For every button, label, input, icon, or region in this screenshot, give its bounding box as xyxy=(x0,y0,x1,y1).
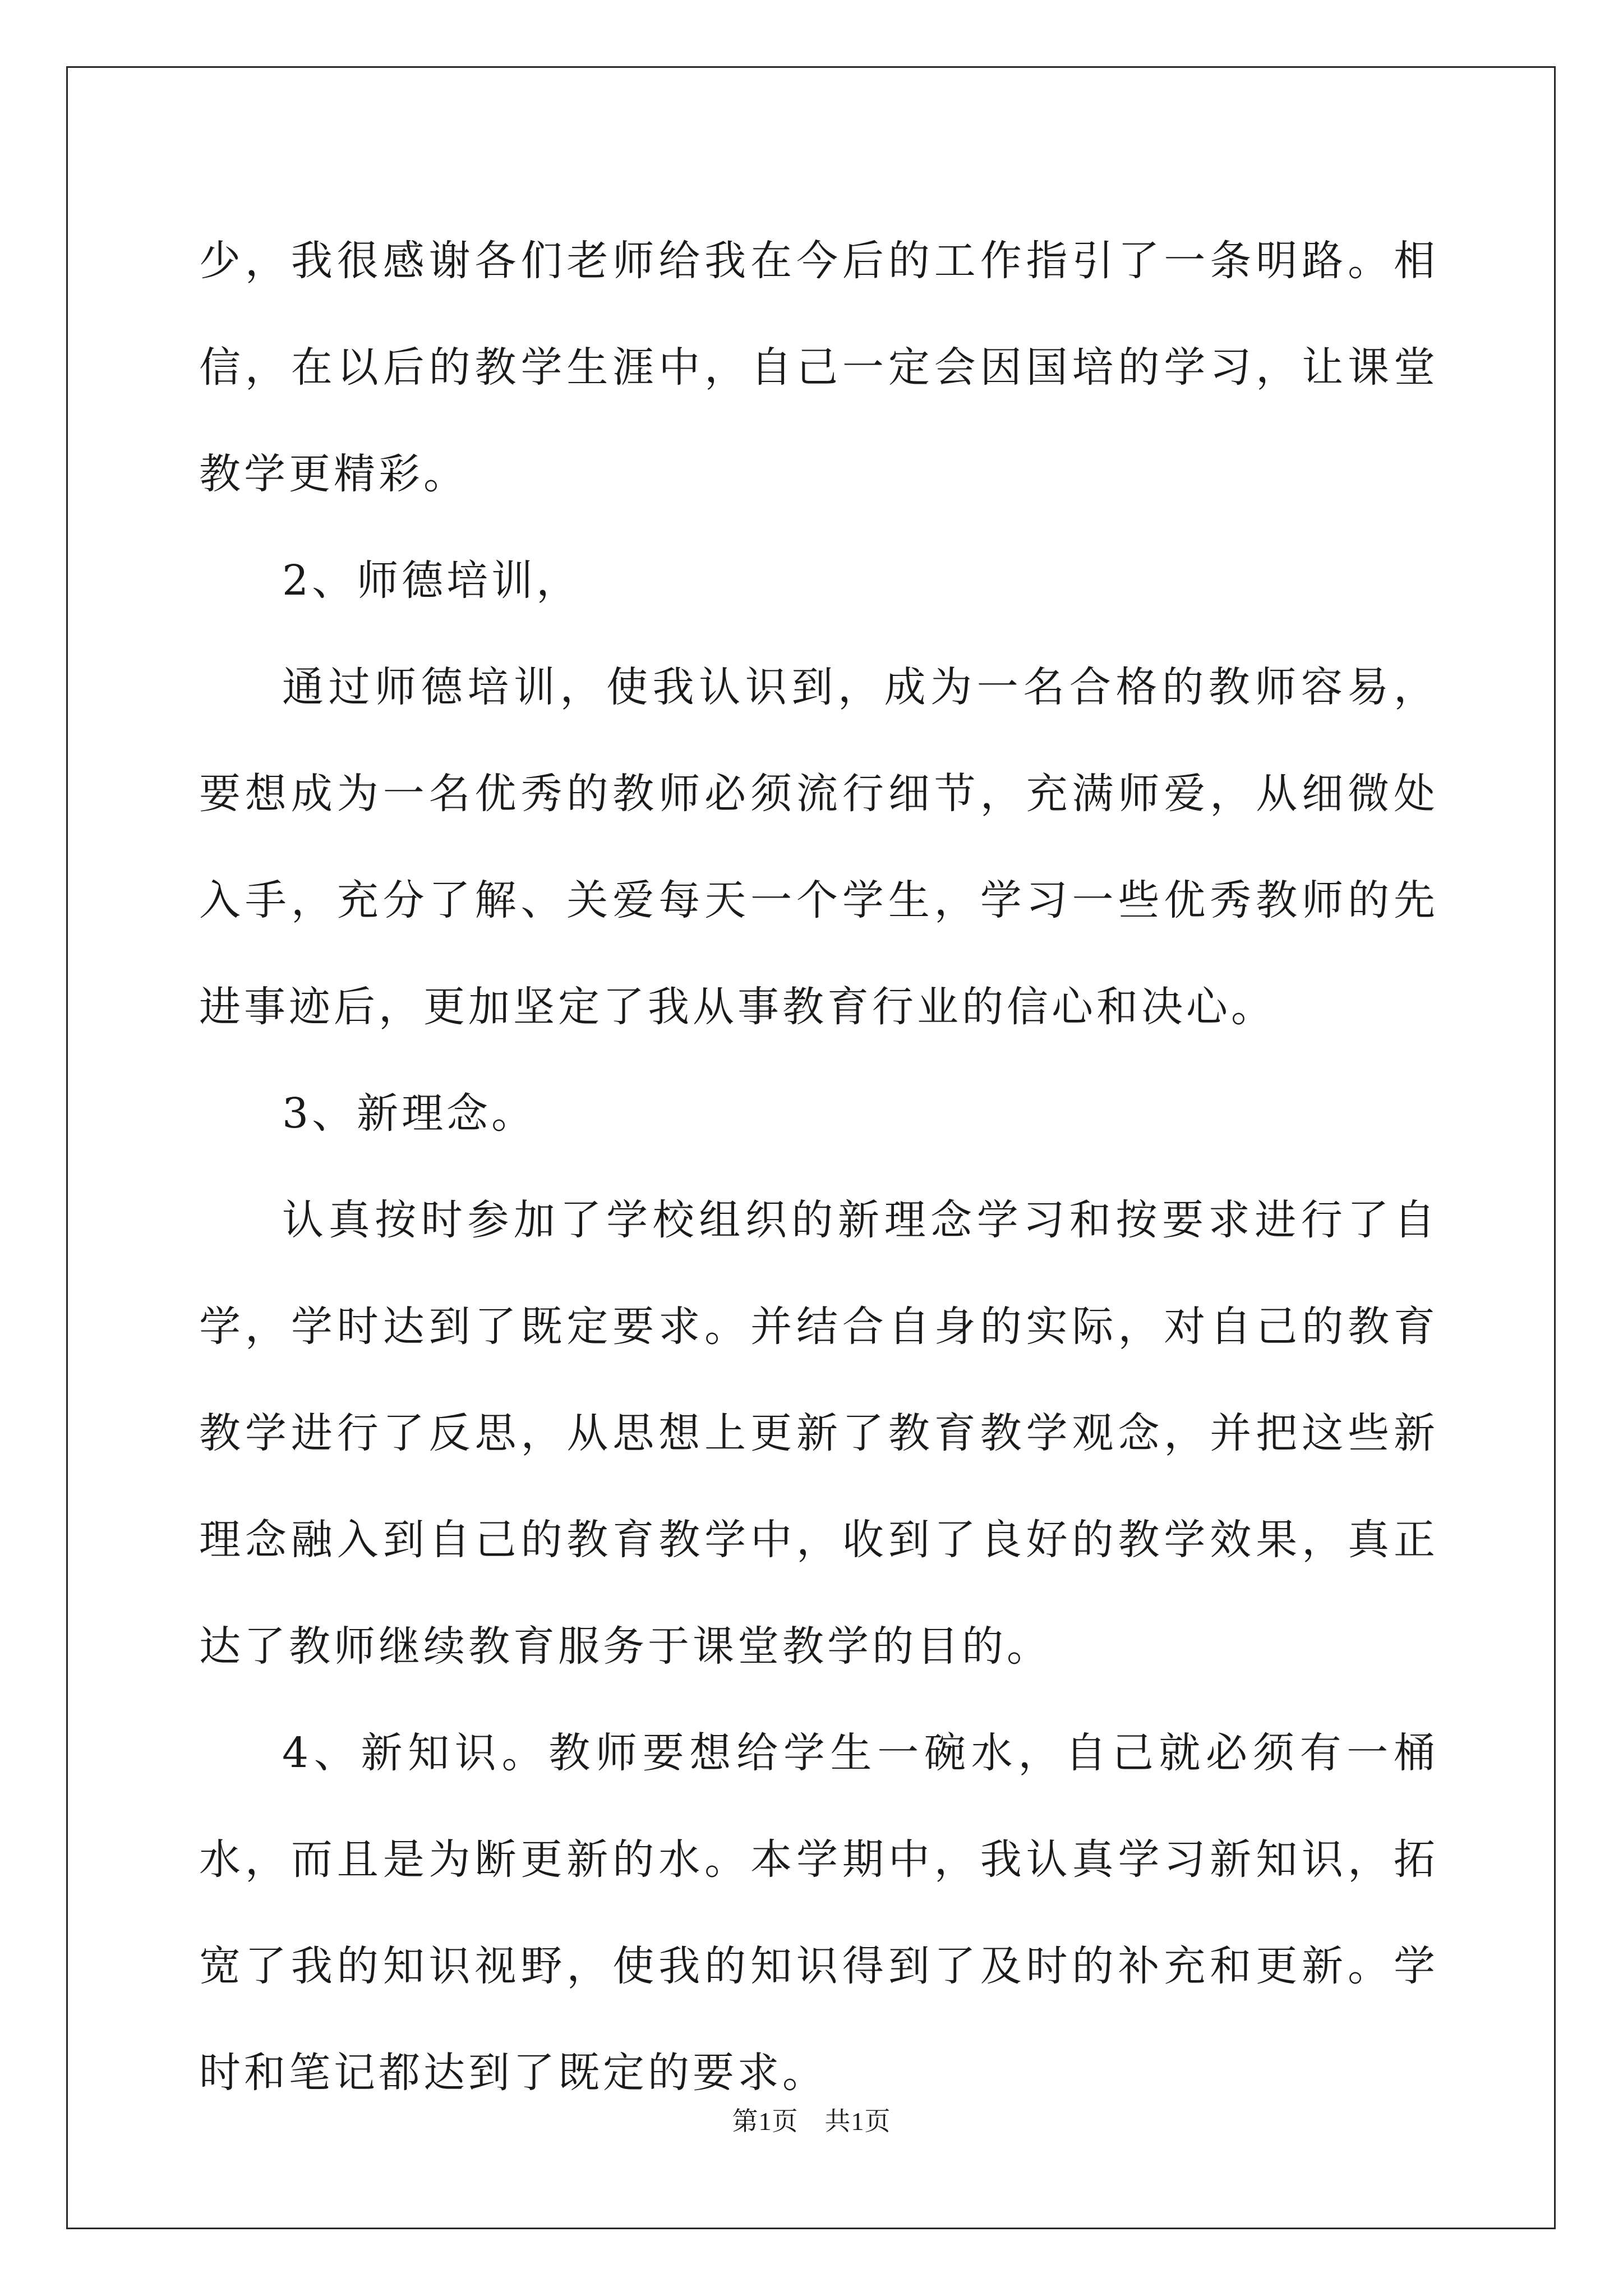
paragraph-new-knowledge: 4、新知识。教师要想给学生一碗水，自己就必须有一桶水，而且是为断更新的水。本学期中，我认真学习新知识，拓宽了我的知识视野，使我的知识得到了及时的补充和更新。学时和笔记都达到了既定的要求。 xyxy=(199,1729,1438,2097)
paragraph-teacher-ethics: 通过师德培训，使我认识到，成为一名合格的教师容易，要想成为一名优秀的教师必须流行细节，充满师爱，从细微处入手，充分了解、关爱每天一个学生，学习一些优秀教师的先进事迹后，更加坚定了我从事教育行业的信心和决心。 xyxy=(199,663,1438,1031)
heading-teacher-ethics-training: 2、师德培训， xyxy=(282,556,582,605)
heading-new-concepts: 3、新理念。 xyxy=(282,1089,537,1138)
paragraph-continuation: 少，我很感谢各们老师给我在今后的工作指引了一条明路。相信，在以后的教学生涯中，自己一定会因国培的学习，让课堂教学更精彩。 xyxy=(199,237,1438,498)
paragraph-new-concepts: 认真按时参加了学校组织的新理念学习和按要求进行了自学，学时达到了既定要求。并结合自身的实际，对自己的教育教学进行了反思，从思想上更新了教育教学观念，并把这些新理念融入到自己的教育教学中，收到了良好的教学效果，真正达了教师继续教育服务于课堂教学的目的。 xyxy=(199,1196,1438,1671)
page-number-footer: 第1页 共1页 xyxy=(732,2107,891,2136)
document-body xyxy=(199,208,1438,2126)
